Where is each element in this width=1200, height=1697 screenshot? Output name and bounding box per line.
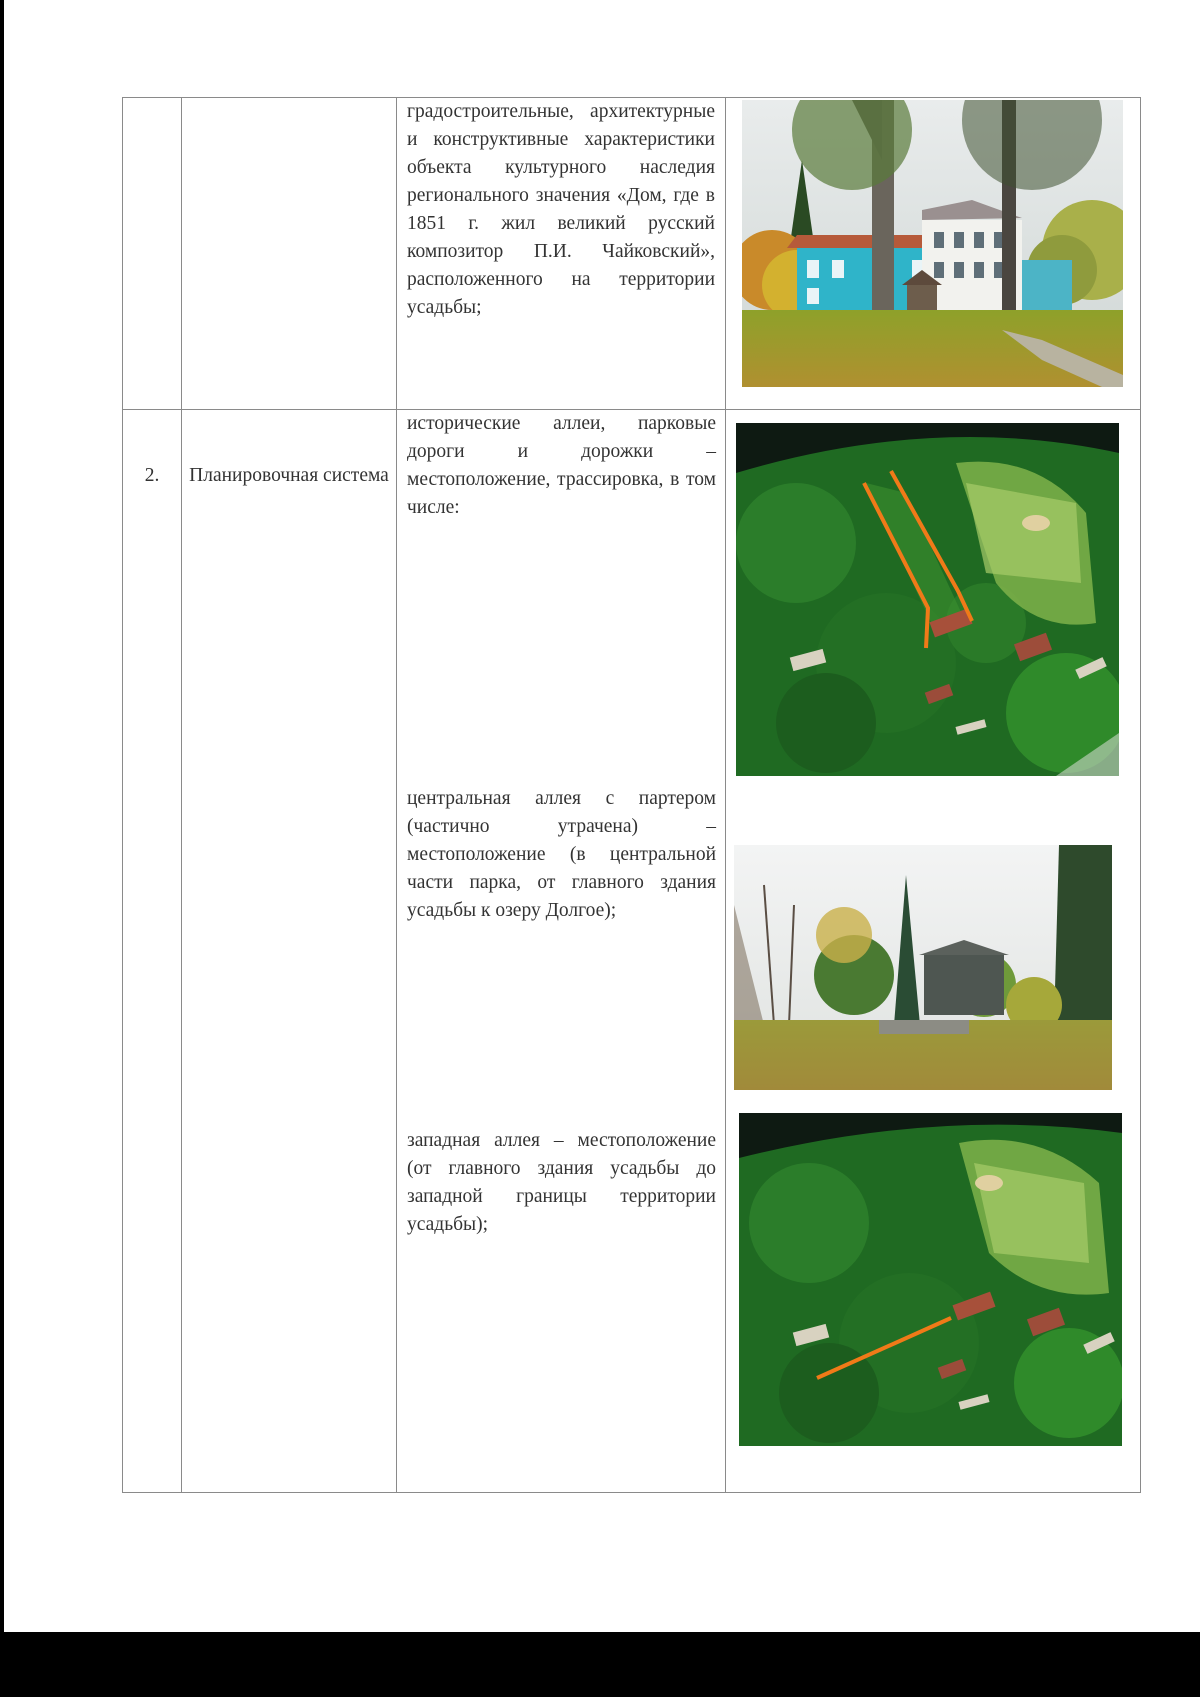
row-images bbox=[726, 98, 1141, 410]
row-description bbox=[397, 410, 726, 1493]
scan-edge-left bbox=[0, 0, 4, 1632]
photo-central-alley bbox=[734, 845, 1112, 1090]
aerial-photo-west-alley bbox=[739, 1113, 1122, 1446]
row-number bbox=[123, 98, 182, 410]
description-text: градостроительные, архитектурные и конструктивные характеристики объекта культурного наследия регионального значения «Дом, где в 1851 г. жил великий русский композитор П.И. Чайковский», расположенного на территории усадьбы; bbox=[407, 101, 715, 318]
aerial-photo-alleys bbox=[736, 423, 1119, 776]
description-text: западная аллея – местоположение (от главного здания усадьбы до западной границы территории усадьбы); bbox=[407, 1130, 716, 1235]
table-row bbox=[123, 410, 1141, 1493]
description-text: исторические аллеи, парковые дороги и дорожки – местоположение, трассировка, в том числе: bbox=[407, 413, 716, 518]
document-table bbox=[122, 97, 1141, 1493]
row-images bbox=[726, 410, 1141, 1493]
row-name: Планировочная система bbox=[182, 410, 397, 1493]
row-description bbox=[397, 98, 726, 410]
photo-estate-house bbox=[742, 100, 1123, 387]
table-row bbox=[123, 98, 1141, 410]
row-name bbox=[182, 98, 397, 410]
scan-edge-bottom bbox=[0, 1632, 1200, 1697]
row-number: 2. bbox=[123, 410, 182, 1493]
description-text: центральная аллея с партером (частично утрачена) – местоположение (в центральной части парка, от главного здания усадьбы к озеру Долгое); bbox=[407, 788, 716, 921]
